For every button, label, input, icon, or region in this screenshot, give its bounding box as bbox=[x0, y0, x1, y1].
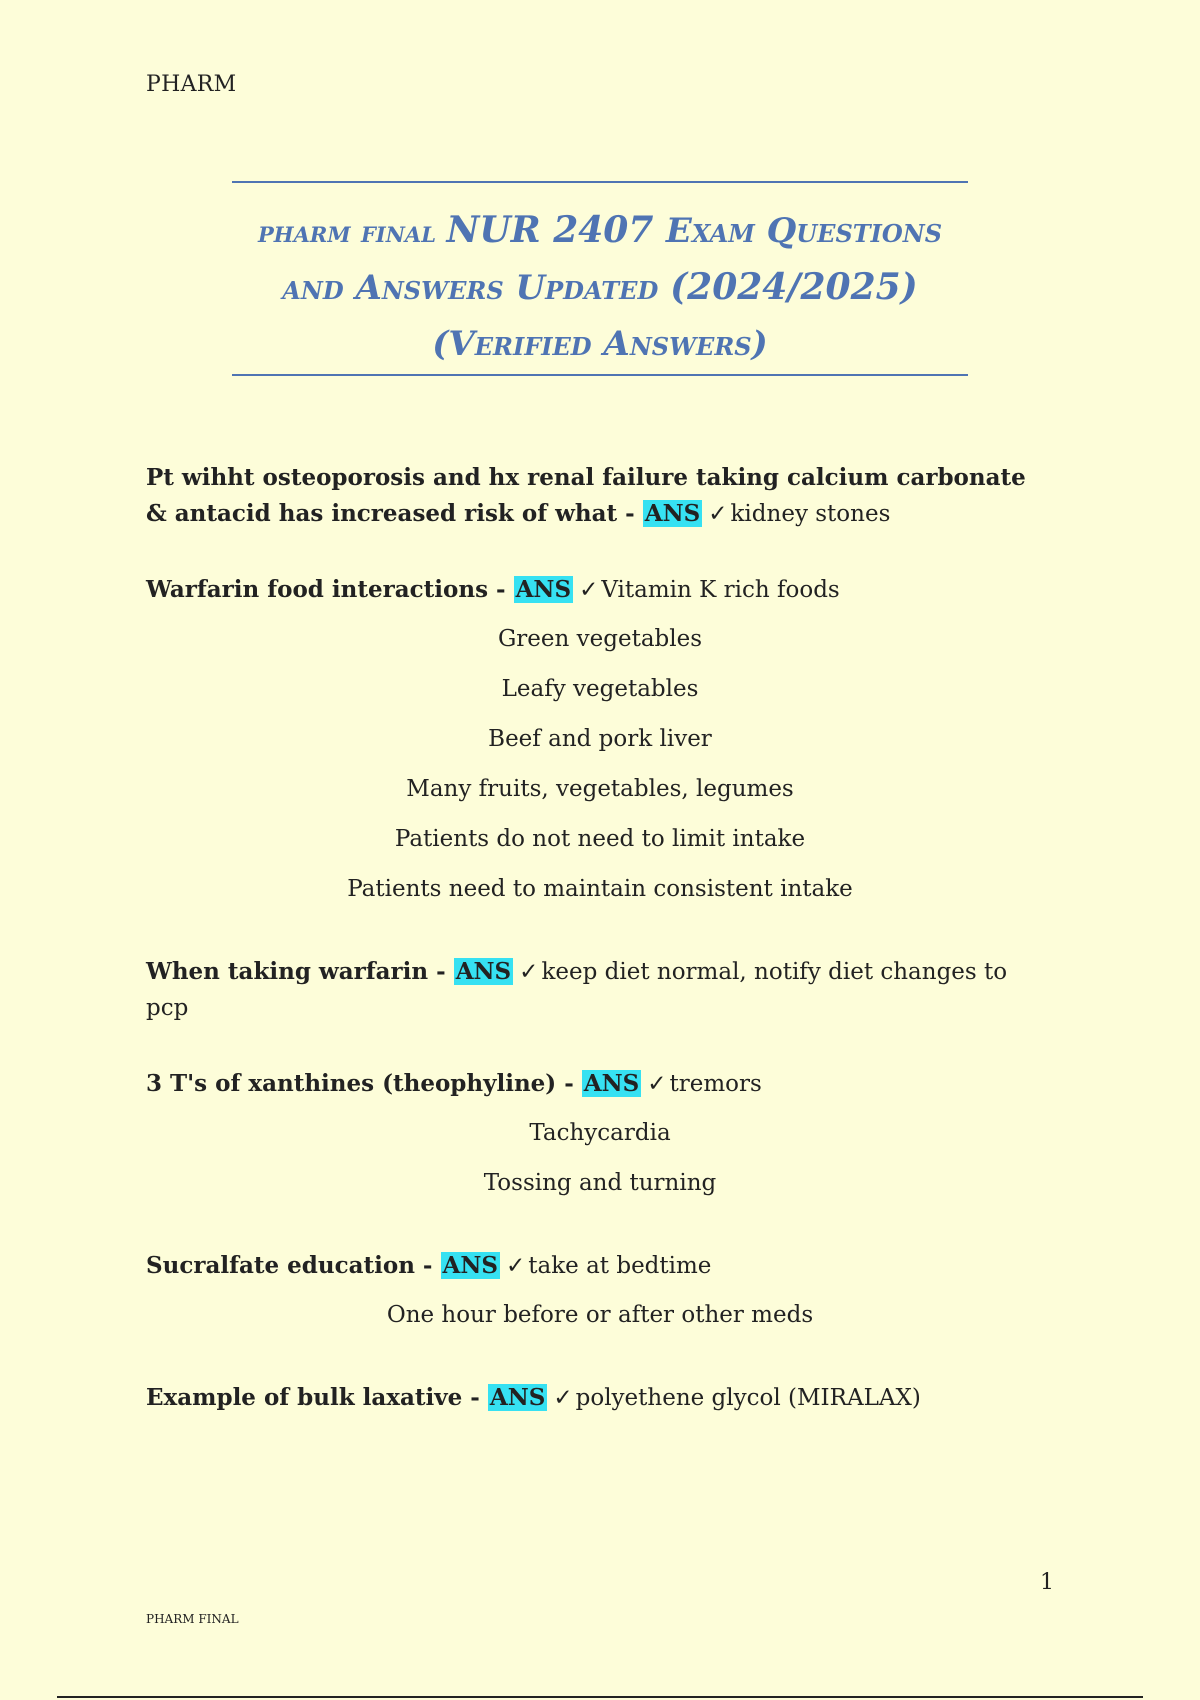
answer-subitem: Green vegetables bbox=[497, 626, 703, 652]
ans-badge: ANS bbox=[583, 1070, 640, 1097]
check-icon: ✓ bbox=[505, 1253, 526, 1279]
qa-item bbox=[146, 1380, 1046, 1416]
answer-subitem: One hour before or after other meds bbox=[386, 1302, 814, 1328]
title-rule-bottom bbox=[232, 374, 968, 376]
page-header: PHARM bbox=[146, 72, 237, 97]
qa-item bbox=[146, 1066, 1046, 1208]
answer-text: take at bedtime bbox=[528, 1253, 712, 1279]
answer-sublist bbox=[146, 1108, 1046, 1208]
qa-line bbox=[146, 460, 1046, 532]
qa-item bbox=[146, 572, 1046, 914]
question-text: Pt wihht osteoporosis and hx renal failure taking calcium carbonate & antacid has increased risk of what - bbox=[146, 464, 1026, 527]
question-text: 3 T's of xanthines (theophyline) - bbox=[146, 1070, 582, 1097]
answer-subitem: Beef and pork liver bbox=[488, 726, 712, 752]
question-text: Warfarin food interactions - bbox=[146, 576, 514, 603]
answer-subitem: Leafy vegetables bbox=[501, 676, 699, 702]
question-text: When taking warfarin - bbox=[146, 958, 454, 985]
title-line-1 bbox=[232, 205, 968, 262]
ans-badge: ANS bbox=[515, 576, 572, 603]
title-line-3 bbox=[232, 319, 968, 375]
qa-list bbox=[146, 460, 1046, 1456]
answer-text: kidney stones bbox=[730, 501, 891, 527]
title-rule-top bbox=[232, 181, 968, 183]
check-icon: ✓ bbox=[708, 501, 728, 527]
document-title bbox=[232, 205, 968, 375]
ans-badge: ANS bbox=[644, 500, 701, 527]
answer-sublist bbox=[146, 614, 1046, 914]
footer-rule bbox=[57, 1696, 1143, 1698]
check-icon: ✓ bbox=[553, 1385, 573, 1411]
ans-badge: ANS bbox=[442, 1252, 498, 1279]
title-seg: NUR 2407 bbox=[446, 209, 666, 251]
answer-subitem: Tossing and turning bbox=[483, 1170, 717, 1196]
answer-subitem: Patients do not need to limit intake bbox=[394, 826, 806, 852]
qa-line bbox=[146, 954, 1046, 1026]
qa-line bbox=[146, 1248, 1046, 1284]
qa-line bbox=[146, 1380, 1046, 1416]
question-text: Sucralfate education - bbox=[146, 1252, 441, 1279]
qa-line bbox=[146, 572, 1046, 608]
answer-text: keep diet normal, notify diet changes to pcp bbox=[146, 959, 1008, 1021]
answer-text: Vitamin K rich foods bbox=[601, 577, 840, 603]
title-seg: (2024/2025) bbox=[670, 266, 918, 308]
check-icon: ✓ bbox=[647, 1071, 667, 1097]
check-icon: ✓ bbox=[579, 577, 599, 603]
answer-subitem: Many fruits, vegetables, legumes bbox=[406, 776, 794, 802]
page-footer: PHARM FINAL bbox=[146, 1612, 239, 1626]
answer-subitem: Tachycardia bbox=[529, 1120, 671, 1146]
answer-subitem: Patients need to maintain consistent intake bbox=[347, 876, 853, 902]
answer-text: polyethene glycol (MIRALAX) bbox=[575, 1385, 921, 1411]
ans-badge: ANS bbox=[455, 958, 512, 985]
answer-text: tremors bbox=[669, 1071, 762, 1097]
qa-item bbox=[146, 954, 1046, 1026]
qa-item bbox=[146, 460, 1046, 532]
check-icon: ✓ bbox=[519, 959, 539, 985]
question-text: Example of bulk laxative - bbox=[146, 1384, 488, 1411]
title-seg: and Answers Updated bbox=[282, 268, 671, 308]
page-number: 1 bbox=[1040, 1570, 1054, 1595]
title-seg: Exam Questions bbox=[665, 211, 943, 251]
title-seg: (Verified Answers) bbox=[432, 324, 768, 364]
answer-sublist bbox=[146, 1290, 1046, 1340]
qa-line bbox=[146, 1066, 1046, 1102]
title-seg: pharm final bbox=[257, 215, 447, 250]
title-line-2 bbox=[232, 262, 968, 319]
ans-badge: ANS bbox=[489, 1384, 546, 1411]
qa-item bbox=[146, 1248, 1046, 1340]
